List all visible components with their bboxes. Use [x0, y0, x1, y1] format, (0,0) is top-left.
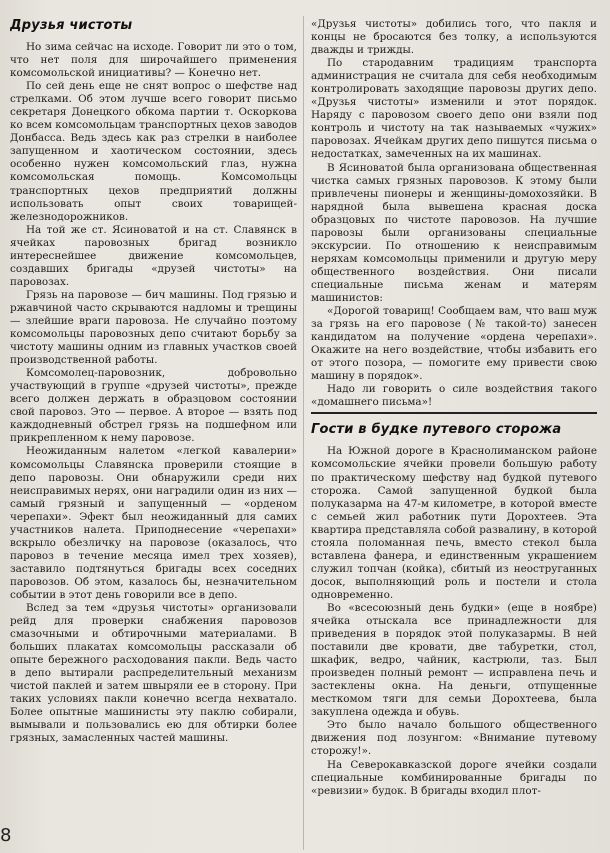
- quoted-letter: «Дорогой товарищ! Сообщаем вам, что ваш муж за грязь на его паровозе (№ такой-то) занесен кандидатом на получение «ордена черепахи». Окажите на него воздействие, чтобы избавить его от этого позора, — помогите ему привести свою машину в порядок».: [311, 305, 597, 383]
- column-divider: [303, 16, 304, 850]
- paragraph: По сей день еще не снят вопрос о шефстве над стрелками. Об этом лучше всего говорит письмо секретаря Донецкого обкома партии т. Оскоркова ко всем комсомольцам транспортных цехов заводов Донбасса. Ведь здесь как раз стрелки в наиболее запущенном и хаотическом состоянии, здесь особенно нужен комсомольский глаз, нужна комсомольская помощь. Комсомольцы транспортных цехов предприятий должны использовать опыт своих товарищей-железнодорожников.: [10, 80, 297, 223]
- paragraph: Во «всесоюзный день будки» (еще в ноябре) ячейка отыскала все принадлежности для приведения в порядок этой полуказармы. В ней поставили две кровати, две табуретки, стол, шкафик, ведро, чайник, кастрюли, таз. Был произведен полный ремонт — исправлена печь и застеклены окна. На деньги, отпущенные месткомом тяги для семьи Дорохтеева, была закуплена одежда и обувь.: [311, 601, 597, 719]
- right-column: [311, 18, 597, 848]
- article-title-friends-of-cleanliness: Друзья чистоты: [10, 18, 133, 33]
- left-column: [10, 18, 297, 848]
- paragraph: Это было начало большого общественного движения под лозунгом: «Внимание путевому сторожу!».: [311, 719, 597, 758]
- paragraph: Надо ли говорить о силе воздействия такого «домашнего письма»!: [311, 383, 597, 409]
- section-rule: [311, 412, 597, 414]
- paragraph: Вслед за тем «друзья чистоты» организовали рейд для проверки снабжения паровозов смазочными и обтирочными материалами. В больших плакатах комсомольцы рассказали об опыте бережного расходования пакли. Ведь часто в депо вытирали распределительный механизм чистой паклей и затем швыряли ее в сторону. При таких условиях пакли конечно всегда нехватало. Более опытные машинисты эту паклю собирали, вымывали и пользовались ею для обтирки более грязных, замасленных частей машины.: [10, 602, 297, 745]
- page-number: 8: [0, 825, 12, 846]
- paragraph: На Южной дороге в Краснолиманском районе комсомольские ячейки провели большую работу по практическому шефству над будкой путевого сторожа. Самой запущенной будкой была полуказарма на 47-м километре, в которой вместе с семьей жил работник пути Дорохтеев. Эта квартира представляла собой развалину, в которой стояла поломанная печь, вместо стекол была вставлена фанера, и единственным украшением служил топчан (койка), сбитый из неоструганных досок, выполняющий роль и постели и стола одновременно.: [311, 445, 597, 601]
- paragraph: По стародавним традициям транспорта администрация не считала для себя необходимым контролировать заходящие паровозы других депо. «Друзья чистоты» изменили и этот порядок. Наряду с паровозом своего депо они взяли под контроль и чистоту на так называемых «чужих» паровозах. Ячейкам других депо пишутся письма о недостатках, замеченных на их машинах.: [311, 57, 597, 161]
- paragraph: Но зима сейчас на исходе. Говорит ли это о том, что нет поля для широчайшего применения комсомольской инициативы? — Конечно нет.: [10, 41, 297, 80]
- paragraph: На той же ст. Ясиноватой и на ст. Славянск в ячейках паровозных бригад возникло интереснейшее движение комсомольцев, создавших бригады «друзей чистоты» на паровозах.: [10, 223, 297, 288]
- paragraph: Неожиданным налетом «легкой кавалерии» комсомольцы Славянска проверили стоящие в депо паровозы. Они обнаружили среди них неисправимых нерях, они наградили один из них — самый грязный и запущенный — «орденом черепахи». Эфект был неожиданный для самих участников налета. Приподнесение «черепахи» вскрыло обезличку на паровозе (оказалось, что паровоз в течение месяца имел трех хозяев), заставило подтянуться бригады всех соседних паровозов. Об этом, казалось бы, незначительном событии в этот день говорили все в депо.: [10, 445, 297, 601]
- paragraph: «Друзья чистоты» добились того, что пакля и концы не бросаются без толку, а используются дважды и трижды.: [311, 18, 597, 57]
- paragraph: В Ясиноватой была организована общественная чистка самых грязных паровозов. К этому были привлечены пионеры и женщины-домохозяйки. В нарядной была вывешена красная доска образцовых по чистоте паровозов. На лучшие паровозы были организованы специальные экскурсии. По отношению к неисправимым неряхам комсомольцы применили и другую меру общественного воздействия. Они писали специальные письма женам и матерям машинистов:: [311, 161, 597, 304]
- paragraph: Грязь на паровозе — бич машины. Под грязью и ржавчиной часто скрываются надломы и трещины — злейшие враги паровоза. Не случайно поэтому комсомольцы паровозных депо считают борьбу за чистоту машины одним из главных участков своей производственной работы.: [10, 288, 297, 367]
- paragraph: На Северокавказской дороге ячейки создали специальные комбинированные бригады по «ревизии» будок. В бригады входил плот-: [311, 758, 597, 797]
- article-title-track-watchman-booth: Гости в будке путевого сторожа: [311, 422, 562, 438]
- paragraph: Комсомолец-паровозник, добровольно участвующий в группе «друзей чистоты», прежде всего должен держать в образцовом состоянии свой паровоз. Это — первое. А второе — взять под каждодневный обстрел грязь на подшефном или прикрепленном к нему паровозе.: [10, 367, 297, 445]
